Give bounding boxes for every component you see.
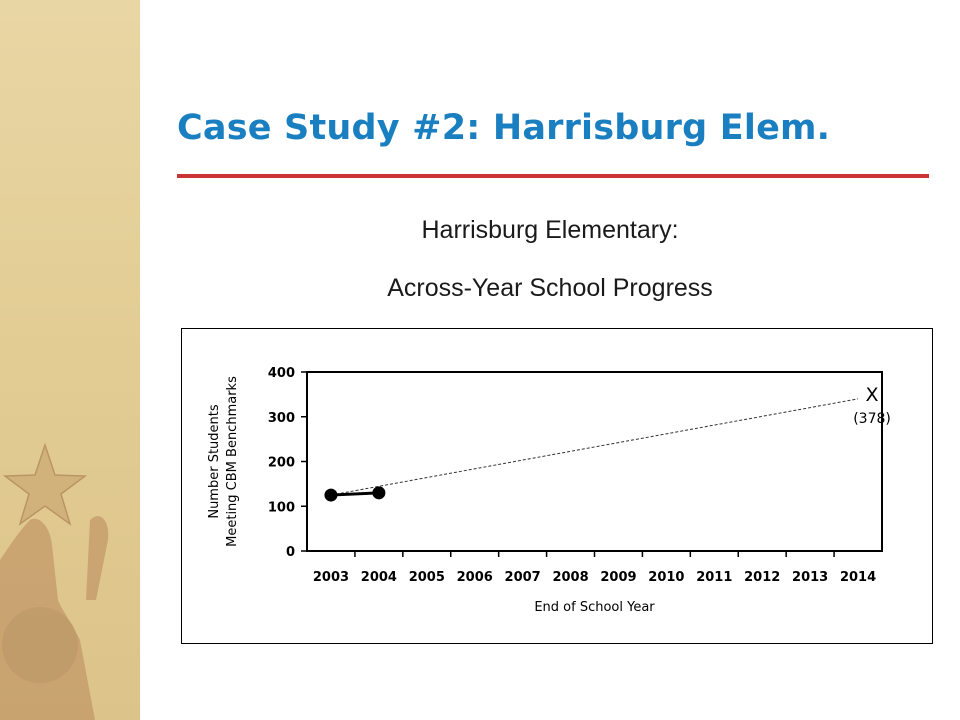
x-tick-label: 2008: [552, 570, 589, 585]
chart-container: [181, 328, 933, 644]
star-icon: [5, 445, 85, 524]
title-divider: [177, 174, 929, 178]
progress-chart: [182, 329, 934, 645]
y-axis-title-line2: Meeting CBM Benchmarks: [225, 376, 240, 547]
x-tick-label: 2011: [696, 570, 733, 585]
x-tick-label: 2010: [648, 570, 685, 585]
x-tick-label: 2003: [312, 570, 350, 585]
y-tick-label: 0: [285, 545, 295, 560]
y-tick-label: 400: [267, 366, 295, 381]
x-tick-label: 2004: [360, 570, 397, 585]
y-tick-label: 200: [267, 455, 295, 471]
x-tick-label: 2013: [792, 570, 829, 585]
x-tick-label: 2009: [600, 570, 637, 585]
chart-heading-line2: Across-Year School Progress: [387, 274, 713, 302]
chart-heading-line1: Harrisburg Elementary:: [421, 216, 679, 244]
plot-area: [307, 372, 882, 551]
x-tick-label: 2006: [456, 570, 493, 585]
x-tick-label: 2014: [839, 570, 877, 585]
player-silhouette: [0, 516, 108, 720]
x-axis-title: End of School Year: [534, 600, 655, 615]
goal-marker: X: [865, 383, 879, 406]
data-point: [324, 489, 337, 502]
data-point: [372, 486, 385, 499]
sidebar-artwork: [0, 0, 140, 720]
slide-title: Case Study #2: Harrisburg Elem.: [177, 108, 831, 148]
x-tick-label: 2012: [744, 570, 781, 585]
x-tick-label: 2007: [504, 570, 541, 585]
x-tick-label: 2005: [408, 570, 445, 585]
y-axis-title-line1: Number Students: [207, 404, 222, 519]
y-tick-label: 300: [267, 410, 295, 426]
y-tick-label: 100: [267, 500, 295, 516]
decorative-sidebar: [0, 0, 140, 720]
goal-label: (378): [853, 410, 891, 427]
